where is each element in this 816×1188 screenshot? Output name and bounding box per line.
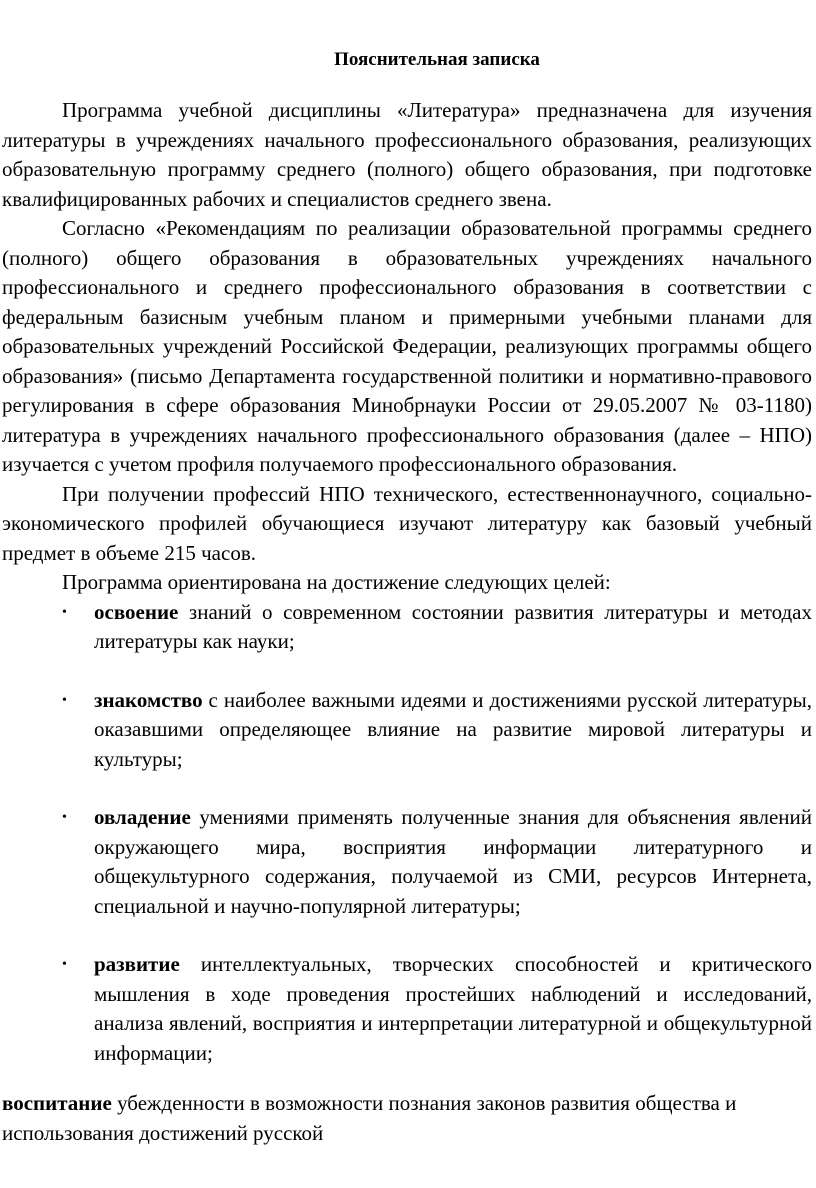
goal-text: умениями применять полученные знания для объяснения явлений окружающего мира, восприятия информации литературного и общекультурного содержания, получаемой из СМИ, ресурсов Интернета, специальной и научно-популярной литературы; (94, 805, 812, 918)
goal-text: знаний о современном состоянии развития литературы и методах литературы как науки; (94, 599, 812, 653)
goal-item-acquaintance (2, 686, 812, 775)
goal-keyword: овладение (94, 805, 191, 829)
goal-keyword: освоение (94, 599, 179, 624)
goal-item-upbringing (2, 1089, 812, 1148)
goal-item-development (2, 950, 812, 1068)
goal-text: с наиболее важными идеями и достижениями русской литературы, оказавшими определяющее влияние на развитие мировой литературы и культуры; (94, 687, 812, 771)
goal-text: интеллектуальных, творческих способностей и критического мышления в ходе проведения простейших наблюдений и исследований, анализа явлений, восприятия и интерпретации литературной и общекультурной информации; (94, 952, 812, 1065)
bullet-icon: • (62, 810, 67, 825)
goal-keyword: знакомство (94, 687, 203, 712)
bullet-icon: • (62, 604, 67, 620)
paragraph-recommendations: Согласно «Рекомендациям по реализации образовательной программы среднего (полного) общего образования в образовательных учреждениях начального профессионального и среднего профессионального образования в соответствии с федеральным базисным учебным планом и примерными учебными планами для образовательных учреждений Российской Федерации, реализующих программы общего образования» (письмо Департамента государственной политики и нормативно-правового регулирования в сфере образования Минобрнауки России от 29.05.2007 № 03-1180) литература в учреждениях начального профессионального образования (далее – НПО) изучается с учетом профиля получаемого профессионального образования. (2, 216, 812, 476)
paragraph-professions: При получении профессий НПО технического, естественнонаучного, социально-экономического профилей обучающиеся изучают литературу как базовый учебный предмет в объеме 215 часов. (2, 481, 812, 565)
goal-text: убежденности в возможности познания законов развития общества и использования достижений русской (2, 1091, 737, 1145)
page-title: Пояснительная записка (334, 49, 540, 70)
bullet-icon: • (62, 957, 67, 972)
goals-list (2, 598, 812, 1069)
bullet-icon: • (62, 692, 67, 708)
goal-keyword: воспитание (2, 1091, 112, 1115)
paragraph-goals-intro: Программа ориентирована на достижение следующих целей: (62, 570, 611, 594)
goal-item-mastering (2, 598, 812, 657)
goal-keyword: развитие (94, 952, 180, 976)
paragraph-intro: Программа учебной дисциплины «Литература» предназначена для изучения литературы в учреждениях начального профессионального образования, реализующих образовательную программу среднего (полного) общего образования, при подготовке квалифицированных рабочих и специалистов среднего звена. (2, 98, 812, 211)
goal-item-mastery-skills (2, 803, 812, 921)
